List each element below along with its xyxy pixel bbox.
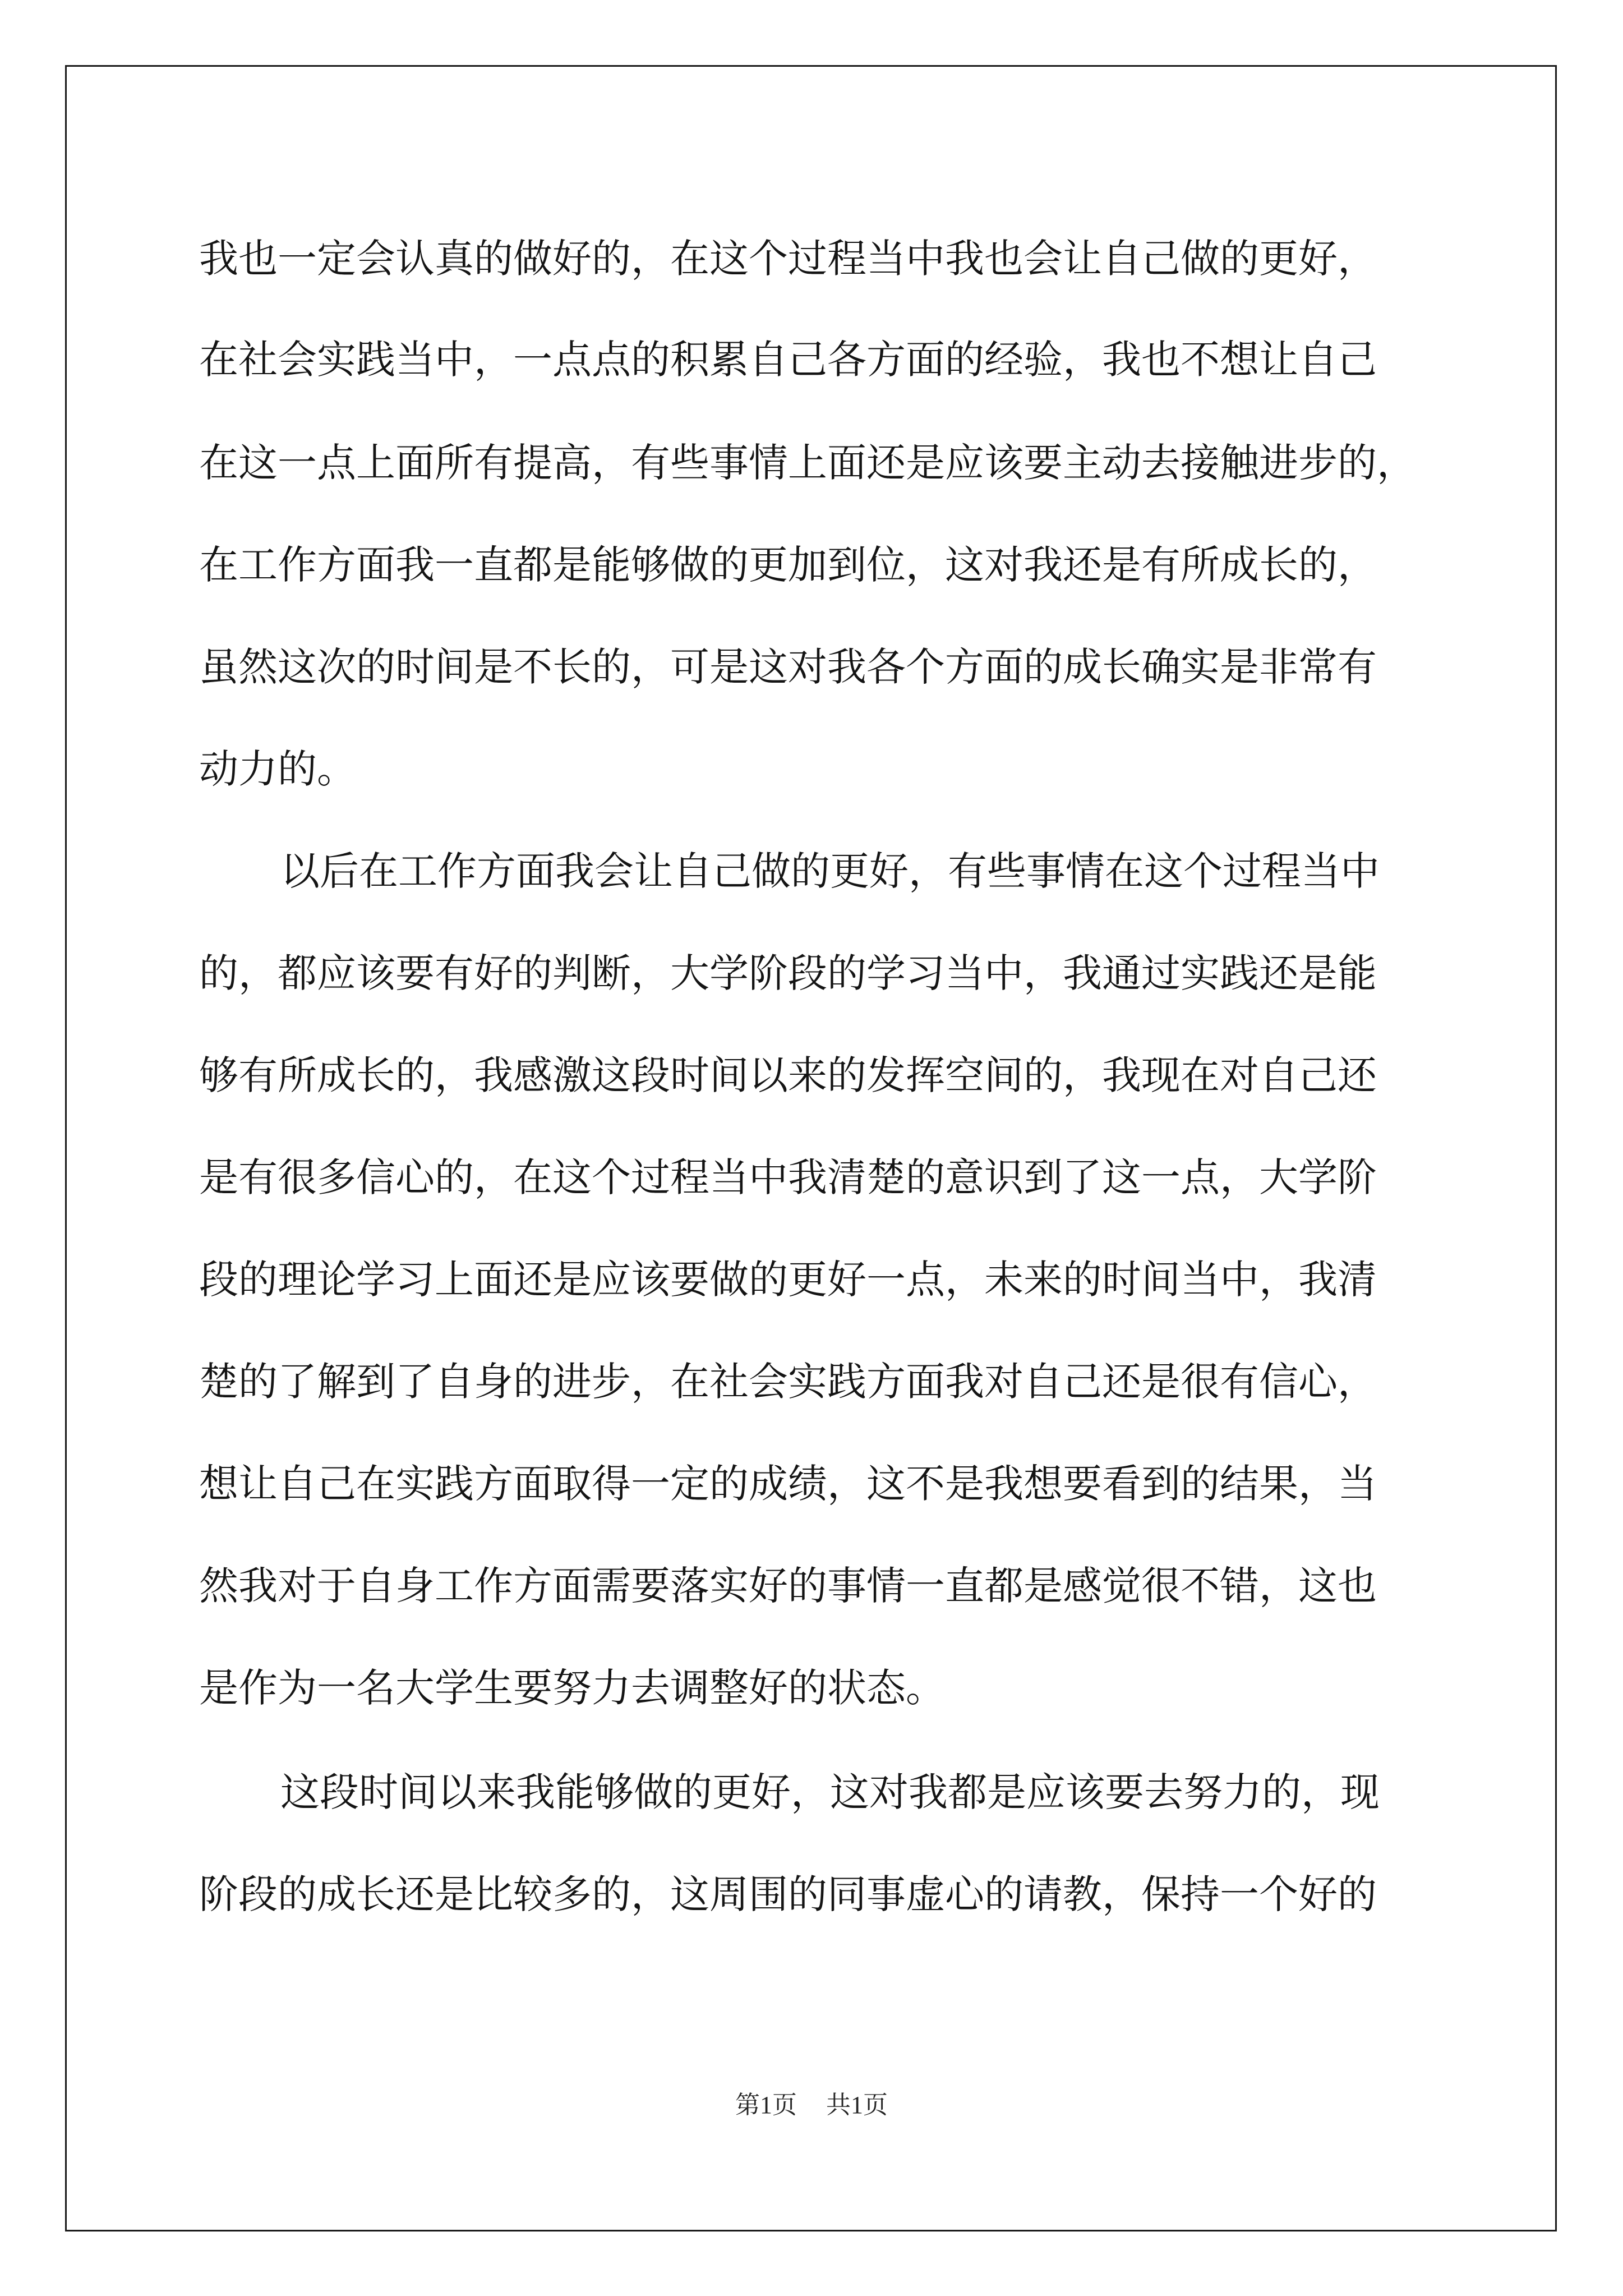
- paragraph-2-line-2: 的，都应该要有好的判断，大学阶段的学习当中，我通过实践还是能: [199, 950, 1377, 996]
- paragraph-2-line-1: 以后在工作方面我会让自己做的更好，有些事情在这个过程当中: [280, 848, 1380, 894]
- paragraph-2-line-8: 然我对于自身工作方面需要落实好的事情一直都是感觉很不错，这也: [199, 1563, 1377, 1609]
- paragraph-2-line-7: 想让自己在实践方面取得一定的成绩，这不是我想要看到的结果，当: [199, 1461, 1377, 1507]
- page-footer: [0, 2090, 1623, 2121]
- paragraph-1-line-3: 在这一点上面所有提高，有些事情上面还是应该要主动去接触进步的，: [199, 440, 1416, 486]
- paragraph-1-line-6: 动力的。: [199, 746, 356, 792]
- page-number-total: 共1页: [826, 2091, 888, 2119]
- page-number-current: 第1页: [735, 2091, 797, 2119]
- paragraph-2-line-3: 够有所成长的，我感激这段时间以来的发挥空间的，我现在对自己还: [199, 1052, 1377, 1098]
- paragraph-2-line-5: 段的理论学习上面还是应该要做的更好一点，未来的时间当中，我清: [199, 1257, 1377, 1303]
- paragraph-1-line-4: 在工作方面我一直都是能够做的更加到位，这对我还是有所成长的，: [199, 542, 1377, 588]
- paragraph-3-line-1: 这段时间以来我能够做的更好，这对我都是应该要去努力的，现: [280, 1769, 1380, 1815]
- paragraph-2-line-4: 是有很多信心的，在这个过程当中我清楚的意识到了这一点，大学阶: [199, 1154, 1377, 1200]
- paragraph-1-line-2: 在社会实践当中，一点点的积累自己各方面的经验，我也不想让自己: [199, 337, 1377, 383]
- paragraph-1-line-1: 我也一定会认真的做好的，在这个过程当中我也会让自己做的更好，: [199, 236, 1377, 282]
- paragraph-1-line-5: 虽然这次的时间是不长的，可是这对我各个方面的成长确实是非常有: [199, 644, 1377, 690]
- paragraph-2-line-6: 楚的了解到了自身的进步，在社会实践方面我对自己还是很有信心，: [199, 1359, 1377, 1405]
- paragraph-2-line-9: 是作为一名大学生要努力去调整好的状态。: [199, 1665, 945, 1711]
- paragraph-3-line-2: 阶段的成长还是比较多的，这周围的同事虚心的请教，保持一个好的: [199, 1871, 1377, 1917]
